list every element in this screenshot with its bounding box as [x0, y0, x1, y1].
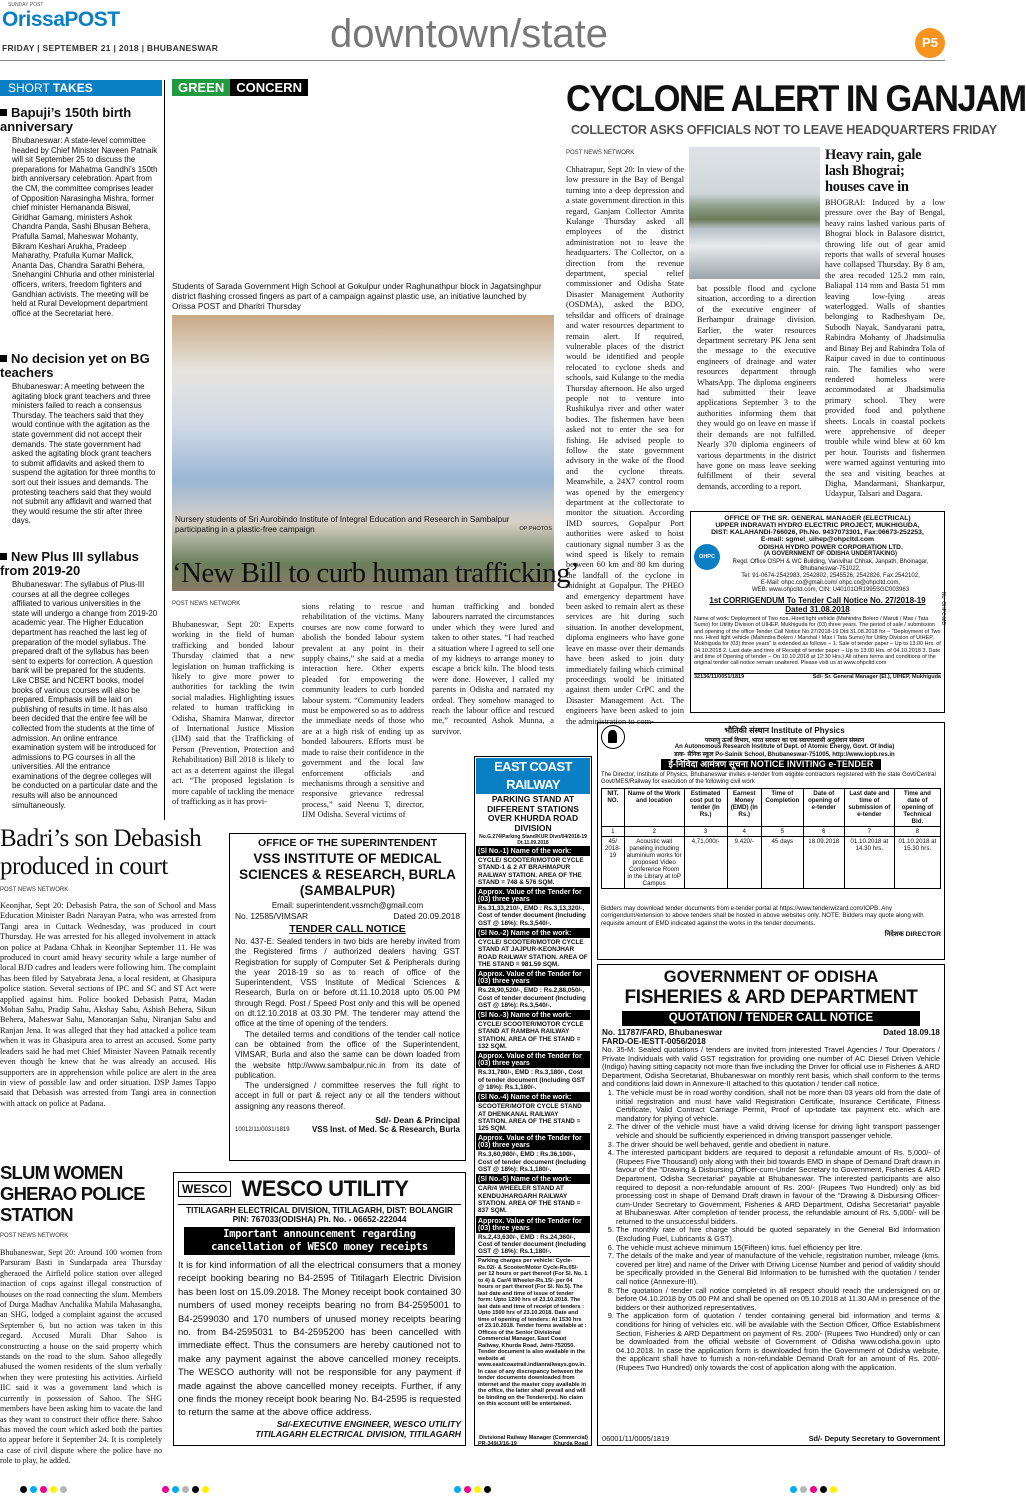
- coast-erosion-photo: [689, 147, 820, 279]
- ecr-row-header: Approx. Value of the Tender for (03) three years: [476, 1217, 590, 1233]
- vss-body: The detailed terms and conditions of the tender call notice can be obtained from the office of the Superintendent, VIMSAR, Burla and also the same can be down loaded from the website http://www.sambalpur.nic.in from its date of publication.: [235, 1029, 460, 1080]
- short-take-body: Bhubaneswar: A meeting between the agitating block grant teachers and three ministers failed to reach a consensus Thursday. The teachers said that they would continue with the agitation as the state government did not accept their demands. The state government had asked the agitating block grant teachers to submit affidavits and asked them to suspend the agitation for three months to sort out their issues and demands. The protesting teachers said that they would not submit any affidavit and warned that they would resume the stir after three days.: [12, 382, 156, 526]
- date-line: FRIDAY | SEPTEMBER 21 | 2018 | BHUBANESWAR: [2, 43, 219, 53]
- color-dots-group: [162, 1478, 212, 1497]
- ohpc-line: E-Mail: ohpc.co@gmail.com/ ohpc.co@ohpcltd.com,: [760, 579, 901, 586]
- bullet-square-icon: [0, 355, 7, 362]
- cyan-dot: [454, 1486, 461, 1493]
- ohpc-corp-text: [720, 544, 941, 594]
- black-dot: [20, 1486, 27, 1493]
- byline: POST NEWS NETWORK: [566, 150, 635, 156]
- wesco-phone: PIN: 767033(ODISHA) Ph. No. - 06652-222044: [232, 1215, 407, 1224]
- table-cell: 4,71,000/-: [684, 837, 727, 889]
- fard-ref-row: [602, 1028, 940, 1037]
- ad-ref: FARD-OE-IESTT-0056/2018: [602, 1037, 706, 1046]
- short-take-item: [0, 350, 162, 526]
- masthead: [0, 0, 945, 72]
- iop-titles: [628, 725, 941, 758]
- masthead-logo: [2, 8, 120, 32]
- headline: ‘New Bill to curb human trafficking’: [172, 557, 580, 589]
- ecr-row-header: Approx. Value of the Tender for (03) three years: [476, 970, 590, 986]
- fard-dept-title: FISHERIES & ARD DEPARTMENT: [624, 987, 918, 1008]
- table-cell: 7: [844, 827, 894, 837]
- ad-code: PR-349/J/16-19: [478, 1441, 517, 1448]
- ecr-row-header: (Sl No.-4) Name of the work:: [476, 1093, 590, 1102]
- iop-etender-ad: [597, 722, 945, 960]
- table-header-row: [602, 789, 941, 827]
- wesco-address: TITILAGARH ELECTRICAL DIVISION, TITILAGARH, DIST: BOLANGIR: [186, 1206, 453, 1215]
- short-take-title: [0, 106, 158, 134]
- vss-notice-title: TENDER CALL NOTICE: [289, 923, 406, 935]
- magenta-dot: [810, 1486, 817, 1493]
- bullet-square-icon: [0, 109, 7, 116]
- short-take-item: [0, 548, 162, 810]
- iop-intro: The Director, Institute of Physics, Bhubaneswar invites e-tender from eligible contractors registered with the state Govt/Central Govt/MES/Railway for execution of the following civil work: [601, 772, 936, 785]
- ecr-row: SCOOTER/MOTOR CYCLE STAND AT DHENKANAL RAILWAY STATION. AREA OF THE STAND = 125 SQM.: [476, 1102, 590, 1134]
- students-photo-crossed-fingers: [172, 79, 554, 279]
- ecr-parking-ad: [474, 756, 592, 1446]
- magenta-dot: [464, 1486, 471, 1493]
- cyan-dot: [30, 1486, 37, 1493]
- short-take-title-text: No decision yet on BG teachers: [0, 351, 150, 380]
- byline: POST NEWS NETWORK: [0, 887, 69, 893]
- ohpc-notice-body: Name of work: Deployment of Two nos. Hired light vehicle (Mahindra Bolero / Maruti / Max / Tata Sumo) for Utility Division of UIHEP, Mukhiguda for (03) three years. The period of sale / submission and opening of the office Tender Call Notice No.27/2018-19 Dtd 31.08.2018 for – "Deployment of Two nos. Hired light vehicle (Mahindra Bolero / Marshal / Max / Tata Sumo) for Utility Division of UIHEP, Mukhiguda for (03) three years" is extended as follows – 1. Sale of tender paper – Up to 13.00 Hrs. of 04.10.2018 2. Last date and time of Receipt of tender paper – Up to 13.00 Hrs. of 04.10.2018 3. Date and time of Opening of tender – On 10.10.2018 at 12:30 Hrs.) All others terms and conditions of the original tender call notice remain unaltered. Please visit us at www.ohpcltd.com: [694, 616, 941, 667]
- caption2-block: [172, 514, 554, 544]
- story-body: Chhatrapur, Sept 20: In view of the low pressure in the Bay of Bengal turning into a deep depression and a state government direction in this regard, Ganjam Collector Amrita Kulange Thursday asked all employees of the district administration not to leave the headquarters. The Collector, on a direction from the revenue department, special relief commissioner and Odisha State Disaster Management Authority (OSDMA), asked the BDO, tehsildar and officers of drainage and water resources department to remain alert. If required, vulnerable places of the district would be identified and people relocated to cyclone sheds and schools, said Kulange to the media Thursday afternoon. He also urged people not to venture into Rushikulya river and other water bodies. The fishermen have been asked not to enter the sea for fishing. He advised people to follow the state government advisory in the wake of the flood and the cyclone threats. Meanwhile, a 24X7 control room was opened by the emergency department at the collectorate to monitor the situation. According IMD sources, Gopalpur Port authorities were asked to hoist cautionary signal number 3 as the wind speed is likely to remain between 60 km and 80 km during the landfall of the cyclone in midnight at Gopalpur. The PHEO and emergency department have been asked to remain alert as these services are hit during such situation. In another development, diploma engineers who have gone leave en masse over their demands have been asked to join duty immediately failing which criminal proceedings would be initiated against them under CrPC and the Disaster Management Act. The engineers have been asked to join the administration to com-: [566, 165, 684, 726]
- fard-footer: [602, 1434, 940, 1443]
- list-item: 9. The application form of quotation / tender containing general bid information and terms & conditions for hiring of vehicles etc. will be available with the Section Officer, Office Establishment Section, Fisheries & ARD Department on payment of Rs. 200/- (Rupees Two Hundred) only or can be downloaded from the official website of Government of Odisha www.odisha.gov.in upto 04.10.2018. In case the application form is downloaded from the Government of Odisha website, the applicant shall have to furnish a non-refundable Demand Draft for an amount of Rs. 200/- (Rupees Two Hundred) only towards the cost of application along with the application.: [616, 1312, 940, 1372]
- ecr-row-header: Approx. Value of the Tender for (03) three years: [476, 1134, 590, 1150]
- page-number-badge: [915, 28, 945, 58]
- short-take-title: [0, 550, 158, 578]
- story-body: sions relating to rescue and rehabilitation of the victims. Many courses are now come forward to abolish the bonded labour system prevalent at any point in their supply chains,” she said at a media interaction here. Other experts pleaded for empowering the community leaders to curb bonded labour system. “Community leaders must be empowered so as to address the immediate needs of those who are at a high risk of ending up as bonded labourers. Efforts must be made to raise their confidence in the government and the local law enforcement officials and mechanisms through a sensitive and responsive grievance redressal process,” said Neenu T, director, IJM Odisha. Several victims of: [302, 602, 424, 820]
- short-take-title-text: Bapuji’s 150th birth anniversary: [0, 105, 132, 134]
- ohpc-line: UPPER INDRAVATI HYDRO ELECTRIC PROJECT, MUKHIGUDA,: [715, 522, 920, 530]
- vss-body: No. 437-E: Sealed tenders in two bids are hereby invited from the Registered firms / authorized dealers having GST Registration for supply of Computer Set & Peripherals during the year 2018-19 so as to reach of office of the Superintendent, VSS Institute of Medical Sciences & Research, Burla on or before dt.11.10.2018 upto 05.00 PM through Regd. Post / Speed Post only and this will be opened on dt.12.10.2018 at 03.30 PM. The tenderer may attend the office at the time of opening of the tenders.: [235, 937, 460, 1029]
- byline: POST NEWS NETWORK: [0, 1233, 69, 1239]
- fard-conditions-list: [602, 1089, 940, 1373]
- table-cell: 01.10.2018 at 14.30 hrs.: [844, 837, 894, 889]
- ad-date: Dated 18.09.18: [883, 1028, 940, 1037]
- headline: Heavy rain, gale lash Bhograi; houses cave in: [825, 147, 922, 195]
- short-take-body: Bhubaneswar: The syllabus of Plus-III courses at all the degree colleges affiliated to various universities in the state will undergo a change from 2019-20 academic year. The Higher Education department has reached the last leg of preparation of the model syllabus. The prepared draft of the syllabus has been sent to experts for correction. A question bank will be prepared for the students. Like CBSE and NCERT books, model books of various courses will also be prepared. Emphasis will be laid on publishing of results in time. It has also been decided that the entire fee will be collected from the students at the time of admission. An online entrance examination system will be introduced for admissions to PG courses in all the universities. All the entrance examinations of the degree colleges will be conducted on a particular date and the results will also be announced simultaneously.: [12, 580, 158, 810]
- headline: Badri’s son Debasish produced in court: [0, 825, 202, 880]
- story-body: Bhubaneswar, Sept 20: Around 100 women from Parsuram Basti in Sundarpada area Thursday gheraoed the Airfield police station over alleged inaction of cops against illegal construction of houses on the road connecting the slum. Members of Durga Madhav Anchalika Mahila Mahasangha, an SHG, lodged a complaint against the accused September 6, but no action was taken in this regard. Accused Murali Dhar Sahoo is constructing a house on the said property which stands on the road to the slum. Sahoo allegedly abused the women residents of the slum verbally when they were protesting his activities. Airfield IIC said it was a government land which is currently in possession of Sahoo. The SHG members have been asking him to vacate the land as they want to construct their office there. Sahoo has moved the court which asked both the parties to appear before it September 24. It is completely a case of civil dispute where the police have no role to play, he added.: [0, 1248, 162, 1466]
- short-take-body: Bhubaneswar: A state-level committee headed by Chief Minister Naveen Patnaik will sit September 25 to discuss the preparations for Mahatma Gandhi’s 150th birth anniversary celebration. Apart from the CM, the committee comprises leader of Opposition Narasingha Mishra, former chief minister Hemananda Biswal, Giridhar Gamang, ministers Ashok Chandra Panda, Sashi Bhusan Behera, Prafulla Samal, Maheswar Mohanty, Bikram Keshari Arukha, Pradeep Maharathy, Prafulla Kumar Mallick, Ananta Das, Chandra Sarathi Behera, Snehangini Chhuria and other ministerial officers, writers, freedom fighters and Gandhian activists. The meeting will be held at Rural Development department office at the Secretariat here.: [12, 136, 158, 318]
- ecr-row: CYCLE/ SCOOTER/MOTOR CYCLE STAND AT JAJPUR-KEONJHAR ROAD RAILWAY STATION. AREA OF THE STAND = 981.59 SQM.: [476, 938, 590, 970]
- wesco-banner: Important announcement regarding cancellation of WESCO money receipts: [184, 1227, 455, 1255]
- list-item: 7. The details of the make and year of manufacture of the vehicle, registration number, mileage (kms. covered per litre) and name of the Driver with Driving License Number and period of validity should be specifically provided in the General Bid Information to be furnished with the quotation / tender call notice (Annexure-III).: [616, 1252, 940, 1286]
- wesco-logo: WESCO: [178, 1181, 231, 1197]
- deck: COLLECTOR ASKS OFFICIALS NOT TO LEAVE HEADQUARTERS FRIDAY: [571, 123, 997, 137]
- table-cell: 1: [602, 827, 625, 837]
- ohpc-line: Regd. Office OSPH & WC Building, Vanivihar Chhak, Janpath, Bhoinagar, Bhubaneswar-751022,: [732, 558, 929, 572]
- ohpc-line: WEB: www.ohpcltd.com, CIN: U40101OR1995SGC003963: [751, 586, 910, 593]
- cyan-dot: [172, 1486, 179, 1493]
- headline: CYCLONE ALERT IN GANJAM: [566, 78, 1026, 119]
- page-number: P5: [922, 35, 938, 50]
- ecr-title: EAST COAST RAILWAY: [476, 758, 590, 794]
- ohpc-footer: [694, 673, 941, 681]
- ohpc-logo-text: OHPC: [699, 554, 715, 561]
- ecr-row-header: (Sl No.-5) Name of the work:: [476, 1175, 590, 1184]
- table-cell: 6: [803, 827, 844, 837]
- ecr-row: Rs.31,780/-, EMD : Rs.3,180/-, Cost of tender document (Including GST @ 18%): Rs.1,180/-.: [476, 1068, 590, 1093]
- ecr-tail-text: Parking charges per vehicle: Cycle-Rs.02/- & Scooter/Motor Cycle-Rs.05/- per 12 hours or part thereof (For Sl. No. 1 to 4) & Car/4 Wheeler-Rs.15/- per 04 hours or part thereof (For Sl. No.5). The last date and time of issue of tender form: Upto 1200 hrs of 23.10.2018. The last date and time of receipt of tenders : Upto 1500 hrs of 23.10.2018. Date and time of opening of tenders: At 1530 hrs of 23.10.2018. Tender forms available at : Offices of the Senior Divisional Commercial Manager, East Coast Railway, Khurda Road, Jatni-752050. Tender document is also available in the website at www.eastcoastrail.indianrailways.gov.in. In case of any discrepancy between the tender documents downloaded from internet and the master copy available in the office, the latter shall prevail and will be binding on the Tenderer(s). No claim on this account will be entertained.: [478, 1258, 588, 1408]
- magenta-dot: [40, 1486, 47, 1493]
- list-item: 6. The vehicle must achieve minimum 15(Fifteen) kms. fuel efficiency per litre.: [616, 1244, 940, 1253]
- ohpc-tender-ad: [690, 511, 945, 713]
- ad-place: Khurda Road: [553, 1441, 588, 1448]
- table-header: Last date and time of submission of e-tender: [844, 789, 894, 827]
- print-registration-marks: [0, 1478, 945, 1492]
- iop-header: [601, 725, 941, 758]
- ad-signature: Sd/- Sr. General Manager (El.), UIHEP, Mukhiguda: [812, 674, 941, 681]
- ecr-row-header: Approx. Value of the Tender for (03) three years: [476, 888, 590, 904]
- table-cell: 8: [894, 827, 940, 837]
- iop-address: डाक- सैनिक स्कूल Po-Sainik School, Bhubaneswar-751005, http://www.iopb.res.in: [674, 752, 895, 758]
- ad-signature: निदेशक DIRECTOR: [884, 930, 941, 938]
- photo-credit: OP PHOTOS: [519, 526, 552, 532]
- short-label: SHORT: [8, 81, 50, 95]
- logo-text: OrissaPOST: [2, 8, 120, 31]
- ohpc-corp-block: [694, 544, 941, 594]
- ecr-row: Rs.31,33,210/-, EMD : Rs.3,13,320/-, Cost of tender document (Including GST @ 18%): Rs.3,540/-.: [476, 904, 590, 929]
- ad-code: 06001/11/0005/1819: [602, 1434, 670, 1443]
- ad-ref: No. 12585/VIMSAR: [235, 911, 309, 921]
- ohpc-office-title: [694, 515, 941, 543]
- ecr-row: CAR/4 WHEELER STAND AT KENDUJHARGARH RAILWAY STATION. AREA OF THE STAND = 837 SQM.: [476, 1184, 590, 1216]
- ecr-row: Rs.3,60,980/-, EMD : Rs.36,100/-, Cost of tender document (Including GST @ 18%): Rs.1,180/-.: [476, 1150, 590, 1175]
- yellow-dot: [202, 1486, 209, 1493]
- iop-title: भौतिकी संस्थान Institute of Physics: [724, 726, 845, 735]
- fard-intro: No. 35-M: Sealed quotations / tenders are invited from interested Travel Agencies / Tour Operators / Private Individuals with valid GST registration for providing one number of AC Diesel Driven Vehicle (Indigo) having sitting capacity not more than five including the Driver for official use in Fisheries & ARD Department, Odisha Secretariat, Bhubaneswar on monthly rent basis, which shall conform to the terms and conditions laid down in Annexure-II attached to this quotation / tender call notice.: [602, 1045, 940, 1089]
- slum-story: [0, 1162, 162, 1466]
- story-body: Bhubaneswar, Sept 20: Experts working in the field of human trafficking and bonded labour Thursday claimed that a new legislation on human trafficking is likely to give more power to authorities for tackling the twin social maladies. Highlighting issues related to human trafficking in Odisha, Shamira Manwar, director of International Justice Mission (IJM) said that the Trafficking of Person (Prevention, Protection and Rehabilitation) Bill 2018 is likely to act as a deterrent against the illegal act. “The proposed legislation is more capable of tackling the menace of trafficking as it has provi-: [172, 620, 294, 806]
- ad-signature: Sd/- Deputy Secretary to Government: [808, 1434, 940, 1443]
- black-dot: [484, 1486, 491, 1493]
- ohpc-line: ODISHA HYDRO POWER CORPORATION LTD.: [758, 544, 903, 552]
- table-cell: 2: [624, 827, 684, 837]
- iop-footer-text: Bidders may download tender documents from e-tender portal at https://www.tenderwizard.com/IOPB. Any corrigendum/extension to above tenders shall be hosted in above websites only. NOTE: Bidders may quote along with requisite amount of EMD indicated against the works in the tender documents.: [601, 905, 924, 927]
- ecr-row-header: (Sl No.-2) Name of the work:: [476, 929, 590, 938]
- iop-subtitle: परमाणु ऊर्जा विभाग, भारत सरकार का एक स्वायत्तशासी अनुसंधान संस्थान: [704, 738, 865, 744]
- ad-ref: No. 11787/FARD, Bhubaneswar: [602, 1028, 723, 1037]
- table-header: Date of opening of e-tender: [803, 789, 844, 827]
- fard-notice-banner: QUOTATION / TENDER CALL NOTICE: [622, 1011, 920, 1026]
- wesco-header: [178, 1176, 461, 1205]
- fard-body: [602, 1046, 940, 1373]
- short-take-title-text: New Plus III syllabus from 2019-20: [0, 549, 139, 578]
- ecr-subtitle: PARKING STAND AT DIFFERENT STATIONS OVER KHURDA ROAD DIVISION: [487, 794, 579, 833]
- yellow-dot: [474, 1486, 481, 1493]
- story-body: bat possible flood and cyclone situation, according to a direction of the executive engineer of Berhampur drainage division. Earlier, the water resources department secretary PK Jena sent the message to the executive engineers of drainage and water resources department through WhatsApp. The diploma engineers had submitted their leave applications September 3 to the authorities informing them that they would go on leave en masse if their demands are not fulfilled. Nearly 370 diploma engineers of various departments in the district have gone on mass leave seeking fulfillment of their several demands, according to a report.: [697, 284, 816, 491]
- table-cell: 4: [727, 827, 762, 837]
- ad-signature: Sd/-EXECUTIVE ENGINEER, WESCO UTILITY: [276, 1418, 461, 1429]
- ecr-ref: No.G.274/Parking Stand/KUR Divn/04/2018-19 Dt.11.09.2018: [476, 834, 590, 847]
- wesco-body: It is for kind information of all the electrical consumers that a money receipt booking bearing no B4-2595 of Titilagarh Electric Division has been lost on 15.09.2018. The Money receipt book contained 30 numbers of used money receipts bearing no from B4-2595001 to B4-2599030 and 170 numbers of unused money receipts bearing no. from B4-2595031 to B4-2595200 has been cancelled with immediate effect. Thus the consumers are hereby cautioned not to make any payment against the above cancelled money receipts. The WESCO authority will not be responsible for any payment if made against the above cancelled money receipts. Further, if any one finds the money receipt book bearing No. B4-2595 is requested to return the same at the above office address.: [178, 1259, 461, 1418]
- fard-tender-ad: [597, 964, 945, 1446]
- list-item: 2. The driver of the vehicle must have a valid driving license for driving light transport passenger vehicle and should be sufficiently experienced in driving transport passenger vehicle.: [616, 1123, 940, 1140]
- black-dot: [192, 1486, 199, 1493]
- headline: SLUM WOMEN GHERAO POLICE STATION: [0, 1162, 145, 1225]
- short-takes-column: [0, 80, 162, 815]
- ad-signature: VSS Inst. of Med. Sc & Research, Burla: [311, 1125, 460, 1135]
- table-header: Time and date of opening of Technical Bid.: [894, 789, 940, 827]
- short-take-item: [0, 106, 162, 318]
- table-cell: 3: [684, 827, 727, 837]
- short-takes-header: [0, 80, 162, 96]
- ecr-footer: [476, 1441, 590, 1447]
- takes-label: TAKES: [52, 81, 93, 95]
- vss-tender-ad: [229, 833, 466, 1161]
- list-item: 3. The driver should be well behaved, gentle and obedient in nature.: [616, 1141, 940, 1150]
- list-item: 5. The monthly rate of hire charge should be quoted separately in the General Bid Information (Excluding Fuel, Lubricants & GST).: [616, 1226, 940, 1243]
- iop-tender-table: [601, 788, 941, 889]
- ecr-row-header: (Sl No.-1) Name of the work:: [476, 847, 590, 856]
- vss-body: The undersigned / committee reserves the full right to accept in full or part & reject any or all the tenders without assigning any reasons thereof.: [235, 1081, 460, 1111]
- vss-footer: [235, 1125, 460, 1134]
- ecr-tender-list: [476, 847, 590, 1257]
- ohpc-line: (A GOVERNMENT OF ODISHA UNDERTAKING): [763, 551, 898, 558]
- column-divider: [164, 80, 165, 820]
- ohpc-notice-title: 1st CORRIGENDUM To Tender Call Notice No. 27/2018-19 Dated 31.08.2018: [709, 596, 926, 615]
- ecr-row: CYCLE/ SCOOTER/MOTOR CYCLE STAND AT RAMBHA RAILWAY STATION. AREA OF THE STAND = 132 SQM.: [476, 1020, 590, 1052]
- concern-tag: CONCERN: [230, 79, 308, 96]
- table-row: [602, 837, 941, 889]
- green-tag: GREEN: [172, 79, 230, 96]
- ohpc-line: DIST: KALAHANDI-766026, Ph.No. 9437073301, Fax:06673-252253,: [711, 529, 924, 537]
- nursery-students-photo: [172, 315, 580, 591]
- magenta-dot: [162, 1486, 169, 1493]
- yellow-dot: [830, 1486, 837, 1493]
- short-take-title: [0, 352, 158, 380]
- ad-signature: Sd/- Dean & Principal: [375, 1115, 460, 1126]
- gray-dot: [182, 1486, 189, 1493]
- table-header: Estimated cost put to tender (In Rs.): [684, 789, 727, 827]
- photo-caption: Students of Sarada Government High School at Gokulpur under Raghunathpur block in Jagatsinghpur district flashing crossed fingers as part of a campaign against plastic use, an initiative launched by Orissa POST and Dharitri Thursday: [172, 282, 542, 311]
- table-cell: 45/ 2018-19: [602, 837, 625, 889]
- table-header: NIT. NO.: [602, 789, 625, 827]
- cyan-dot: [790, 1486, 797, 1493]
- table-cell: 18.09.2018: [803, 837, 844, 889]
- vss-ref-row: [235, 911, 460, 921]
- vss-institute-title: VSS INSTITUTE OF MEDICAL SCIENCES & RESEARCH, BURLA (SAMBALPUR): [239, 851, 456, 898]
- color-dots-group: [454, 1478, 494, 1497]
- green-concern-block: [172, 79, 554, 539]
- section-title: downtown/state: [330, 12, 608, 56]
- wesco-title: WESCO UTILITY: [241, 1176, 409, 1201]
- heavy-rain-story: [825, 147, 945, 519]
- iop-subtitle-en: An Autonomous Research Institute of Dept. of Atomic Energy, Govt. Of India): [674, 744, 895, 750]
- list-item: 8. The quotation / tender call notice completed in all respect should reach the undersigned on or before 04.10.2018 by 05.00 PM and shall be opened on 05.10.2018 at 11.30 AM in presence of the bidders or their authorized representatives.: [616, 1287, 940, 1313]
- ad-code: 10012/11/0031/1819: [235, 1127, 290, 1134]
- ohpc-line: Tel: 91-0674-2542983, 2542802, 2545526, 2542826, Fax:2542102,: [741, 572, 920, 579]
- ecr-row: Rs.2,43,630/-, EMD : Rs.24,360/-, Cost of tender document (Including GST @ 18%): Rs.1,180/-.: [476, 1233, 590, 1258]
- ohpc-logo: [694, 544, 720, 570]
- ecr-row: CYCLE/ SCOOTER/MOTOR CYCLE STAND-1 & 2 AT BRAHMAPUR RAILWAY STATION. AREA OF THE STAND = 748 & 576 SQM.: [476, 856, 590, 888]
- green-concern-tag: [172, 79, 308, 96]
- yellow-dot: [50, 1486, 57, 1493]
- table-cell: 45 days: [762, 837, 804, 889]
- table-header: Name of the Work and location: [624, 789, 684, 827]
- list-item: 1. The vehicle must be in road worthy condition, shall not be more than 03 years old from the date of initial registration and must have valid Registration Certificate, Insurance Certificate, Fitness Certificate, Valid Contract Carriage Permit, Proof of up-todate tax payment etc. which are mandatory for plying of vehicle.: [616, 1089, 940, 1123]
- table-header: Time of Completion: [762, 789, 804, 827]
- color-dots-group: [20, 1478, 70, 1497]
- ohpc-line: OFFICE OF THE SR. GENERAL MANAGER (ELECTRICAL): [724, 515, 911, 522]
- fard-govt-title: GOVERNMENT OF ODISHA: [663, 968, 879, 986]
- bullet-square-icon: [0, 553, 7, 560]
- ohpc-side-code: No. OHPC-MD: [940, 592, 946, 626]
- ad-code: 32136/11/0051/1819: [694, 674, 745, 681]
- byline: POST NEWS NETWORK: [172, 601, 241, 607]
- masthead-rule: [0, 60, 945, 61]
- ohpc-line: E-mail: sgmel_uihep@ohpcltd.com: [760, 536, 875, 544]
- photo-caption: Nursery students of Sri Aurobindo Institute of Integral Education and Research in Sambalpur participating in a plastic-free campaign: [175, 515, 510, 534]
- table-cell: 5: [762, 827, 804, 837]
- ecr-row: Rs.28,90,520/-, EMD : Rs.2,88,050/-, Cost of tender document (Including GST @ 18%): Rs.3,540/-.: [476, 986, 590, 1011]
- vss-email: Email: superintendent.vssmch@gmail.com: [271, 901, 424, 910]
- ecr-row-header: (Sl No.-3) Name of the work:: [476, 1011, 590, 1020]
- iop-emblem-icon: [601, 725, 625, 749]
- wesco-notice-ad: [173, 1172, 466, 1446]
- story-body: BHOGRAI: Induced by a low pressure over the Bay of Bengal, heavy rains lashed various parts of Bhograi block in Balasore district, throwing life out of gear amid reports that walls of several houses have collapsed Thursday. By 8 am, the area recoded 125.2 mm rain, Baliapal 114 mm and Basta 51 mm leaving low-lying areas waterlogged. Walls of shanties belonging to Radheshyam De, Subodh Nayak, Sandyarani patra, Rabindra Mohanty of Jhadsimulia and Binay Bej and Rabindra Tola of Raipur caved in due to continuous rain. The families who were rendered homeless were accommodated at Jhadsimulia primary school. They were provided food and polythene sheets. Locals in coastal pockets were apprehensive of deeper trouble while wind blew at 60 km per hour. Tourists and fishermen were warned against venturing into the sea and visiting beaches at Digha, Mandarmani, Shankarpur, Udaypur, Talsari and Dagara.: [825, 198, 945, 499]
- vss-office-title: OFFICE OF THE SUPERINTENDENT: [257, 837, 438, 849]
- table-cell: Acoustic wall paneling including aluminium works for proposed Video Conference Room in the Library at IoP Campus: [624, 837, 684, 889]
- table-cell: 01.10.2018 at 15.30 hrs.: [894, 837, 940, 889]
- table-header: Earnest Money (EMD) (In Rs.): [727, 789, 762, 827]
- logo-small: SUNDAY POST: [8, 2, 44, 8]
- gray-dot: [60, 1486, 67, 1493]
- list-item: 4. The interested participant bidders are required to deposit a refundable amount of Rs. 5,000/- of (Rupees Five Thousand) only along with their bid towards EMD in shape of Demand Draft drawn in favour of the "Drawing & Disbursing Officer-cum-Under Secretary to Government, Fisheries & ARD Department, Odisha Secretariat" payable at Bhubaneswar. The interested participants are also required to deposit a non-refundable amount of Rs. 200/- (Rupees Two Hundred) only as bid processing cost in shape of Demand Draft drawn in favour of the "Drawing & Disbursing Officer-cum-Under Secretary to Government, Fisheries & ARD Department, Odisha Secretariat" payable at Bhubaneswar. After completion of tender process, the refundable amount of Rs. 5,000/- will be returned to the unsuccessful bidders.: [616, 1149, 940, 1226]
- ad-signature: TITILAGARH ELECTRICAL DIVISION, TITILAGARH: [255, 1428, 461, 1439]
- story-body: human trafficking and bonded labourers narrated the circumstances under which they were lured and taken to other states. “I had reached a situation where I agreed to sell one of my kidneys to arrange money to escape a brick kiln. The blood tests were done. However, I called my parents in Odisha and narrated my ordeal. They somehow managed to reach the labour office and rescued me,” recounted Ashok Munna, a survivor.: [432, 602, 554, 736]
- table-cell: 9,420/-: [727, 837, 762, 889]
- iop-notice-banner: ई-निविदा आमंत्रण सूचना NOTICE INVITING e-TENDER: [661, 759, 881, 770]
- black-dot: [820, 1486, 827, 1493]
- ad-signature: Divisional Railway Manager (Commercial): [479, 1435, 588, 1442]
- badri-story: [0, 825, 216, 1155]
- gray-dot: [800, 1486, 807, 1493]
- ecr-row-header: Approx. Value of the Tender for (03) three years: [476, 1052, 590, 1068]
- color-dots-group: [790, 1478, 840, 1497]
- ad-date: Dated 20.09.2018: [393, 911, 460, 921]
- story-body: Keonjhar, Sept 20: Debasish Patra, the son of School and Mass Education Minister Badri Narayan Patra, who was arrested from Tangi area in Cuttack Wednesday, was produced in court Thursday. He was arrested for his alleged involvement in attack on police at Padana Chhak in Keonjhar September 11. He was produced in court amid heavy security while a large number of local BJD cadres and leaders were following him. The complaint has been filed by Satyabrata Jena, a local resident, at Ghasipura police station. Several sections of IPC and SC and ST Act were applied against him. Police booked Debasish Patra, Madan Mohan Sahu, Pradip Sahu, Akshay Sahu, Ashish Behera, Sikun Behera, Maheswar Sahu, Manoranjan Sahu, Niranjan Sahu and Ranjan Jena. It was alleged that they had attacked a police team when it was in Ghasipura area to arrest an accused. Some party leaders said he had met Chief Minister Naveen Patnaik recently even though he knew that he was already an accused. His supporters are in apprehension while police are alert in the area in view of possible law and order situation. DSP James Tappo said that Debasish was arrested from Tangi area in connection with attack on police at Padana.: [0, 901, 216, 1108]
- table-row: [602, 827, 941, 837]
